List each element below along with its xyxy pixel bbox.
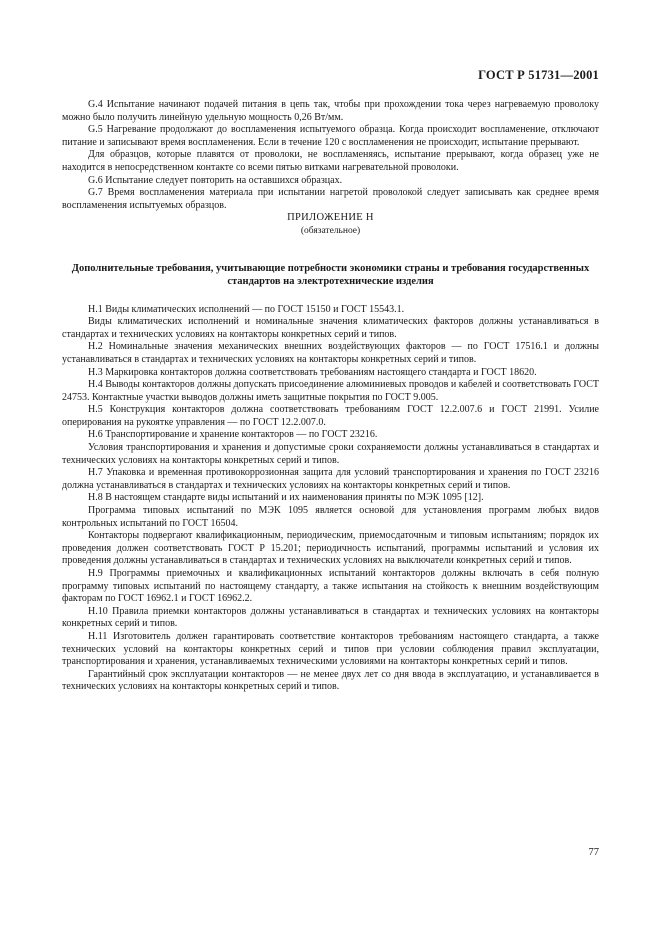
paragraph-g5: G.5 Нагревание продолжают до воспламенения испытуемого образца. Когда происходит воспламенение, отключают питание и записывают время воспламенения. Если в течение 120 с воспламенения не происходит, испытание прерывают.: [62, 124, 599, 148]
paragraph-h11: Н.11 Изготовитель должен гарантировать соответствие контакторов требованиям настоящего стандарта, а также технических условий на контакторы конкретных серий и типов при условии соблюдения правил эксплуатации, транспортирования и хранения, устанавливаемых техническими условиями на контакторы конкретных серий и типов.: [62, 630, 599, 668]
paragraph-h6: Н.6 Транспортирование и хранение контакторов — по ГОСТ 23216.: [88, 429, 378, 441]
paragraph-h9: Н.9 Программы приемочных и квалификационных испытаний контакторов должны включать в себя полную программу типовых испытаний по настоящему стандарту, а также испытания на стойкость к внешним воздействующим факторам по ГОСТ 16962.1 и ГОСТ 16962.2.: [62, 568, 599, 605]
annex-subtitle: (обязательное): [300, 225, 361, 236]
page-body: [62, 99, 599, 694]
paragraph-h10: Н.10 Правила приемки контакторов должны устанавливаться в стандартах и технических условиях на контакторы конкретных серий и типов.: [62, 605, 599, 630]
paragraph-h2: Н.2 Номинальные значения механических внешних воздействующих факторов — по ГОСТ 17516.1 и должны устанавливаться в стандартах и технических условиях на контакторы конкретных серий и типов.: [62, 341, 599, 365]
page-number: 77: [588, 847, 599, 858]
paragraph-h1-cont: Виды климатических исполнений и номинальные значения климатических факторов должны устанавливаться в стандартах и технических условиях на контакторы конкретных серий и типов.: [62, 316, 599, 340]
paragraph-g4: G.4 Испытание начинают подачей питания в цепь так, чтобы при прохождении тока через нагреваемую проволоку можно было получить линейную удельную мощность 0,26 Вт/мм.: [62, 99, 599, 123]
paragraph-h1: Н.1 Виды климатических исполнений — по ГОСТ 15150 и ГОСТ 15543.1.: [88, 303, 405, 315]
paragraph-h8-cont1: Программа типовых испытаний по МЭК 1095 является основой для установления программ любых видов контрольных испытаний по ГОСТ 16504.: [62, 505, 599, 529]
paragraph-h7: Н.7 Упаковка и временная противокоррозионная защита для условий транспортирования и хранения по ГОСТ 23216 должна устанавливаться в стандартах и технических условиях на контакторы конкретных серий и типов.: [62, 467, 599, 491]
paragraph-h5: Н.5 Конструкция контакторов должна соответствовать требованиям ГОСТ 12.2.007.6 и ГОСТ 21991. Усилие оперирования на рукоятке управления — по ГОСТ 12.2.007.0.: [62, 404, 599, 428]
annex-heading: Дополнительные требования, учитывающие потребности экономики страны и требования государственных стандартов на электротехнические изделия: [71, 262, 590, 287]
paragraph-g6: G.6 Испытание следует повторить на оставшихся образцах.: [88, 174, 343, 186]
paragraph-g5-cont: Для образцов, которые плавятся от проволоки, не воспламеняясь, испытание прерывают, когда образец уже не находится в непосредственном контакте со всеми пятью витками нагревательной проволоки.: [62, 149, 599, 173]
paragraph-h11-cont: Гарантийный срок эксплуатации контакторов — не менее двух лет со дня ввода в эксплуатацию, и устанавливается в технических условиях на контакторы конкретных серий и типов.: [62, 668, 599, 693]
paragraph-h8-cont2: Контакторы подвергают квалификационным, периодическим, приемосдаточным и типовым испытаниям; порядок их проведения должен соответствовать ГОСТ Р 15.201; периодичность испытаний, программы испытаний и условия их проведения должны устанавливаться в стандартах и технических условиях на выключатели конкретных серий и типов.: [62, 530, 599, 567]
document-code: ГОСТ Р 51731—2001: [478, 68, 599, 82]
paragraph-g7: G.7 Время воспламенения материала при испытании нагретой проволокой следует записывать как среднее время воспламенения испытуемых образцов.: [62, 187, 599, 211]
paragraph-h3: Н.3 Маркировка контакторов должна соответствовать требованиям настоящего стандарта и ГОСТ 18620.: [88, 366, 537, 378]
paragraph-h6-cont: Условия транспортирования и хранения и допустимые сроки сохраняемости должны устанавливаться в стандартах и технических условиях на контакторы конкретных серий и типов.: [62, 442, 599, 466]
annex-title: ПРИЛОЖЕНИЕ Н: [287, 212, 374, 224]
paragraph-h8: Н.8 В настоящем стандарте виды испытаний и их наименования приняты по МЭК 1095 [12].: [88, 492, 484, 504]
paragraph-h4: Н.4 Выводы контакторов должны допускать присоединение алюминиевых проводов и кабелей и соответствовать ГОСТ 24753. Контактные участки выводов должны иметь защитные покрытия по ГОСТ 9.005.: [62, 379, 599, 403]
